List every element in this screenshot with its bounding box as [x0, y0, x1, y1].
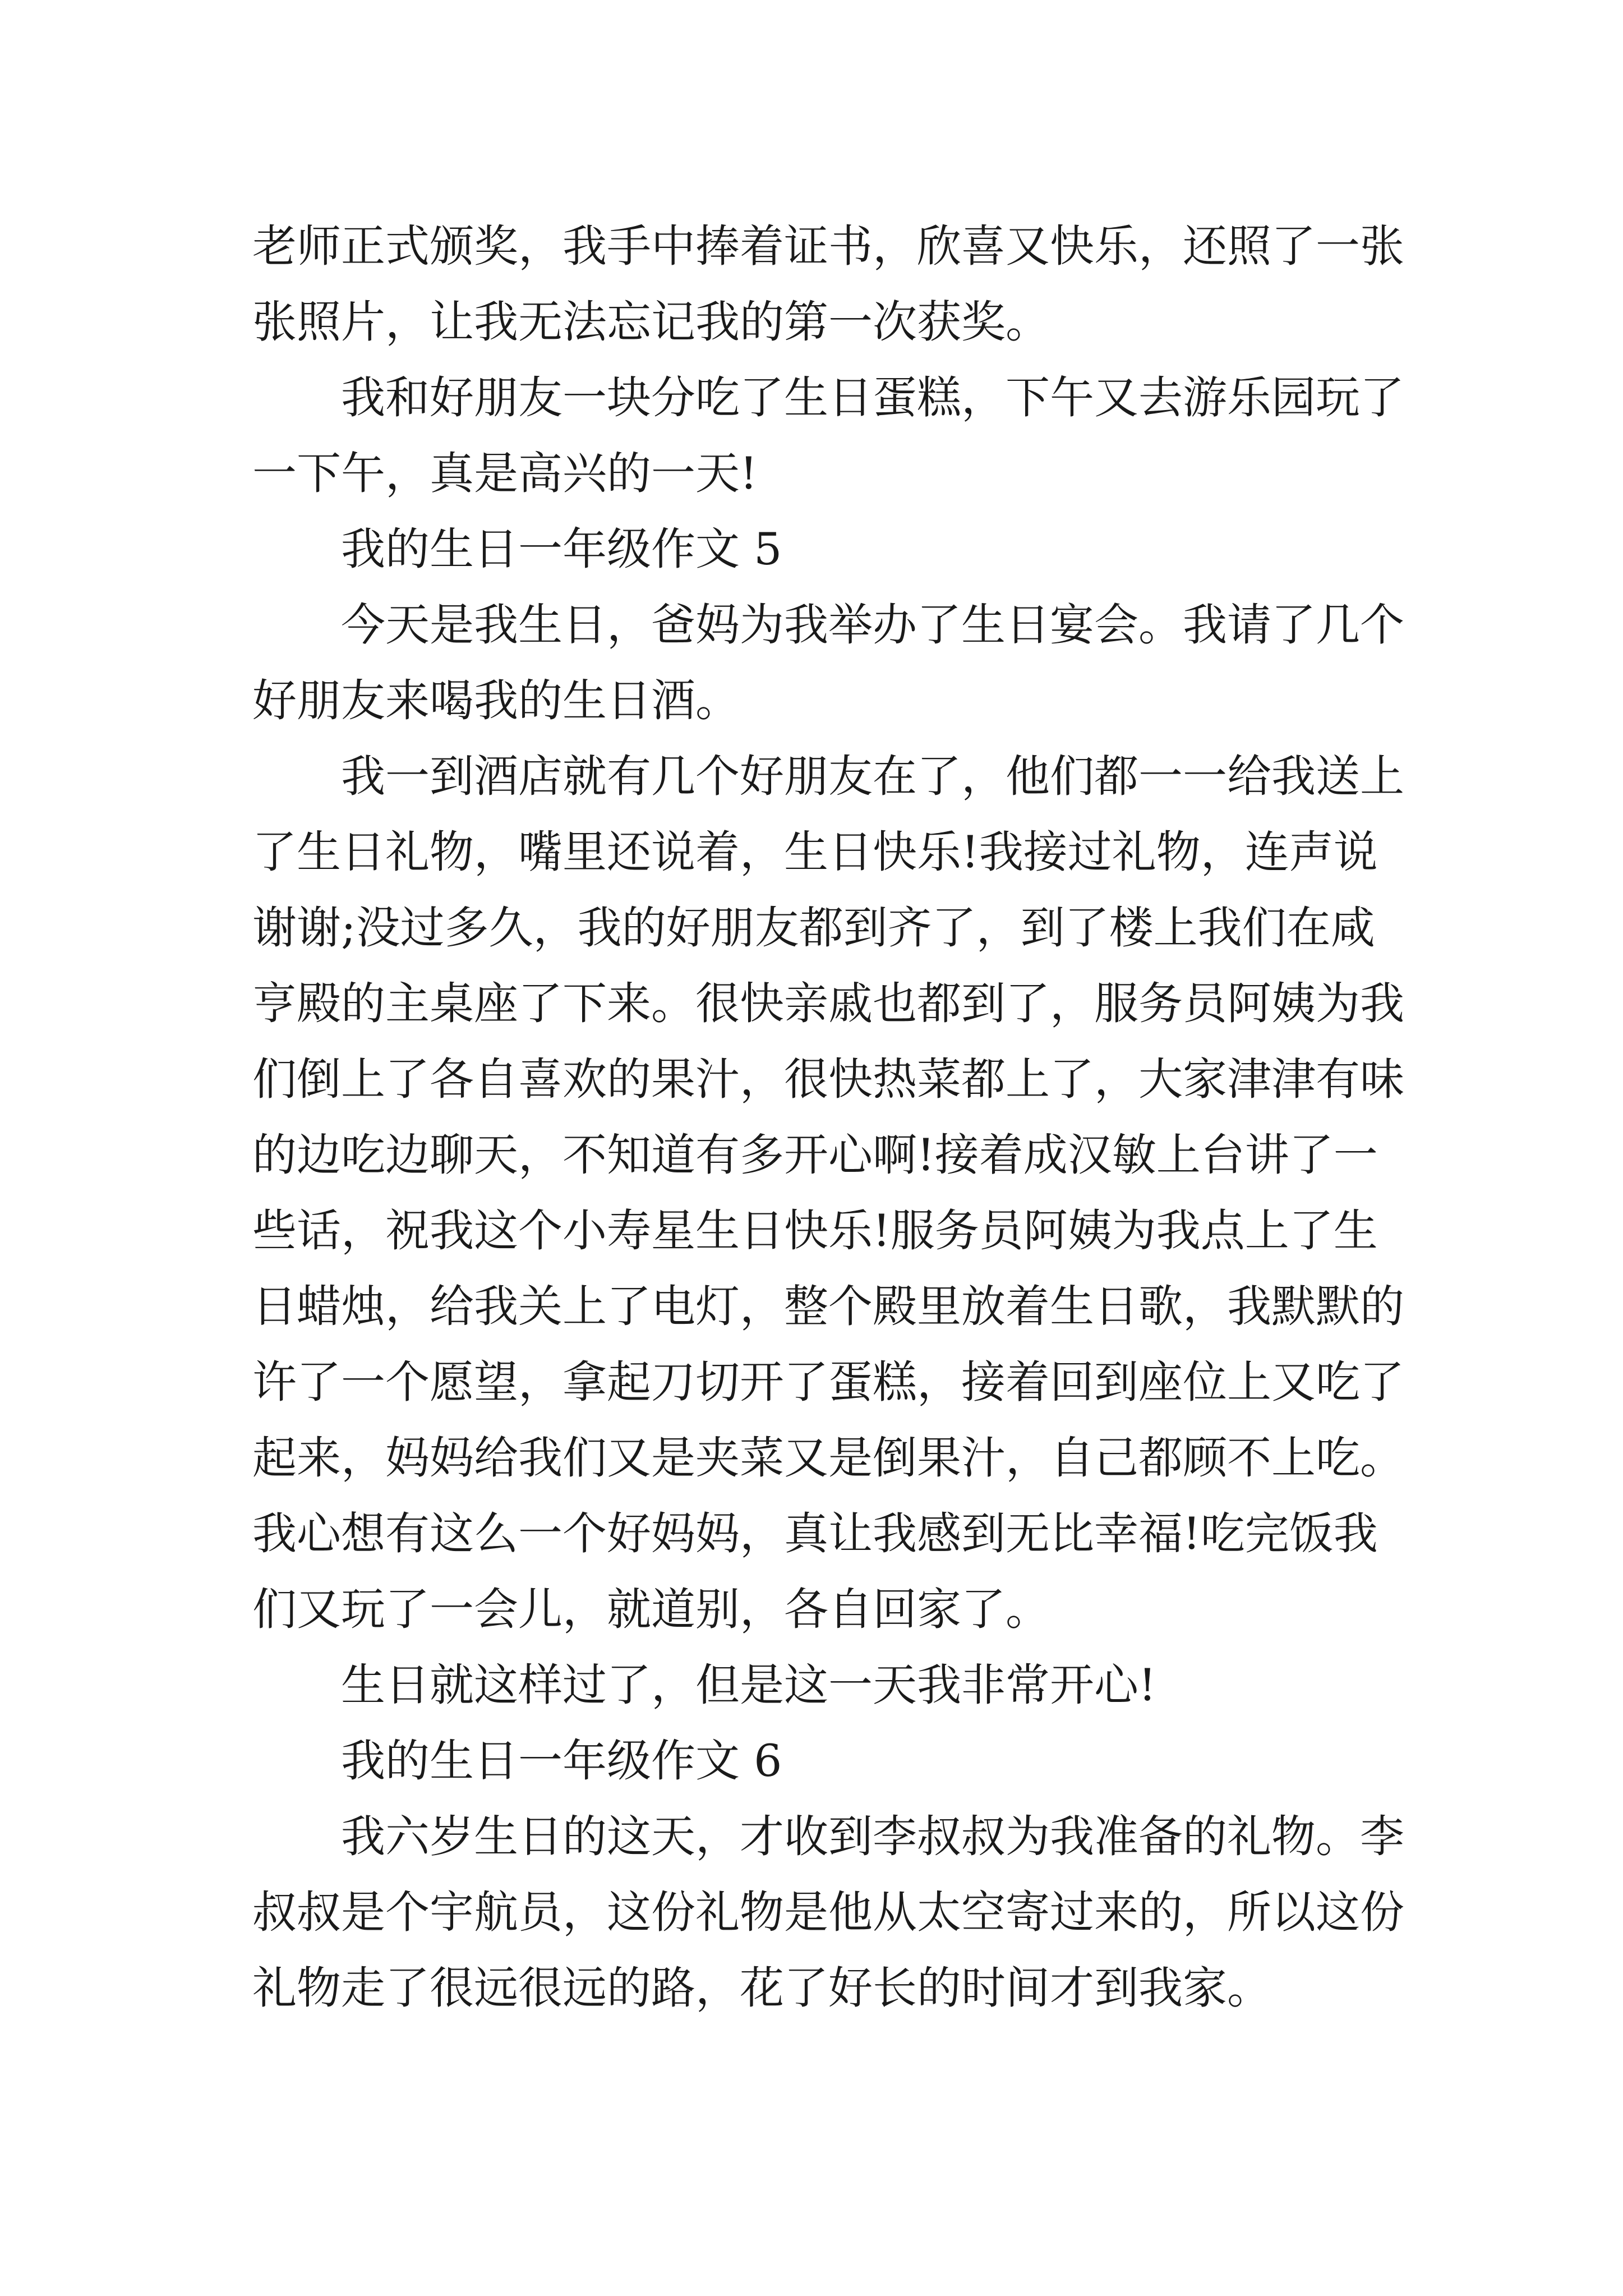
paragraph-line: 生日就这样过了，但是这一天我非常开心!	[341, 1659, 1156, 1711]
paragraph-line: 的边吃边聊天，不知道有多开心啊!接着成汉敏上台讲了一	[252, 1129, 1378, 1181]
paragraph-line: 我一到酒店就有几个好朋友在了，他们都一一给我送上	[341, 751, 1404, 802]
paragraph-line: 好朋友来喝我的生日酒。	[252, 675, 740, 726]
paragraph-line: 张照片，让我无法忘记我的第一次获奖。	[252, 296, 1050, 348]
paragraph-line: 礼物走了很远很远的路，花了好长的时间才到我家。	[252, 1962, 1271, 2014]
paragraph-line: 们倒上了各自喜欢的果汁，很快热菜都上了，大家津津有味	[252, 1053, 1404, 1105]
paragraph-line: 我六岁生日的这天，才收到李叔叔为我准备的礼物。李	[341, 1811, 1404, 1862]
paragraph-line: 老师正式颁奖，我手中捧着证书，欣喜又快乐，还照了一张	[252, 220, 1404, 272]
paragraph-line: 叔叔是个宇航员，这份礼物是他从太空寄过来的，所以这份	[252, 1887, 1404, 1938]
paragraph-line: 谢谢;没过多久，我的好朋友都到齐了，到了楼上我们在咸	[252, 902, 1375, 954]
paragraph-line: 今天是我生日，爸妈为我举办了生日宴会。我请了几个	[341, 599, 1404, 651]
paragraph-line: 我和好朋友一块分吃了生日蛋糕，下午又去游乐园玩了	[341, 372, 1404, 424]
section-heading: 我的生日一年级作文 6	[341, 1735, 782, 1787]
paragraph-line: 些话，祝我这个小寿星生日快乐!服务员阿姨为我点上了生	[252, 1205, 1378, 1257]
paragraph-line: 了生日礼物，嘴里还说着，生日快乐!我接过礼物，连声说	[252, 826, 1378, 878]
paragraph-line: 亨殿的主桌座了下来。很快亲戚也都到了，服务员阿姨为我	[252, 978, 1404, 1029]
paragraph-line: 一下午，真是高兴的一天!	[252, 448, 758, 499]
paragraph-line: 们又玩了一会儿，就道别，各自回家了。	[252, 1584, 1050, 1635]
paragraph-line: 许了一个愿望，拿起刀切开了蛋糕，接着回到座位上又吃了	[252, 1356, 1404, 1408]
paragraph-line: 日蜡烛，给我关上了电灯，整个殿里放着生日歌，我默默的	[252, 1281, 1404, 1332]
essay-text	[252, 209, 1402, 2026]
paragraph-line: 我心想有这么一个好妈妈，真让我感到无比幸福!吃完饭我	[252, 1508, 1378, 1559]
paragraph-line: 起来，妈妈给我们又是夹菜又是倒果汁，自己都顾不上吃。	[252, 1432, 1404, 1484]
section-heading: 我的生日一年级作文 5	[341, 523, 782, 575]
